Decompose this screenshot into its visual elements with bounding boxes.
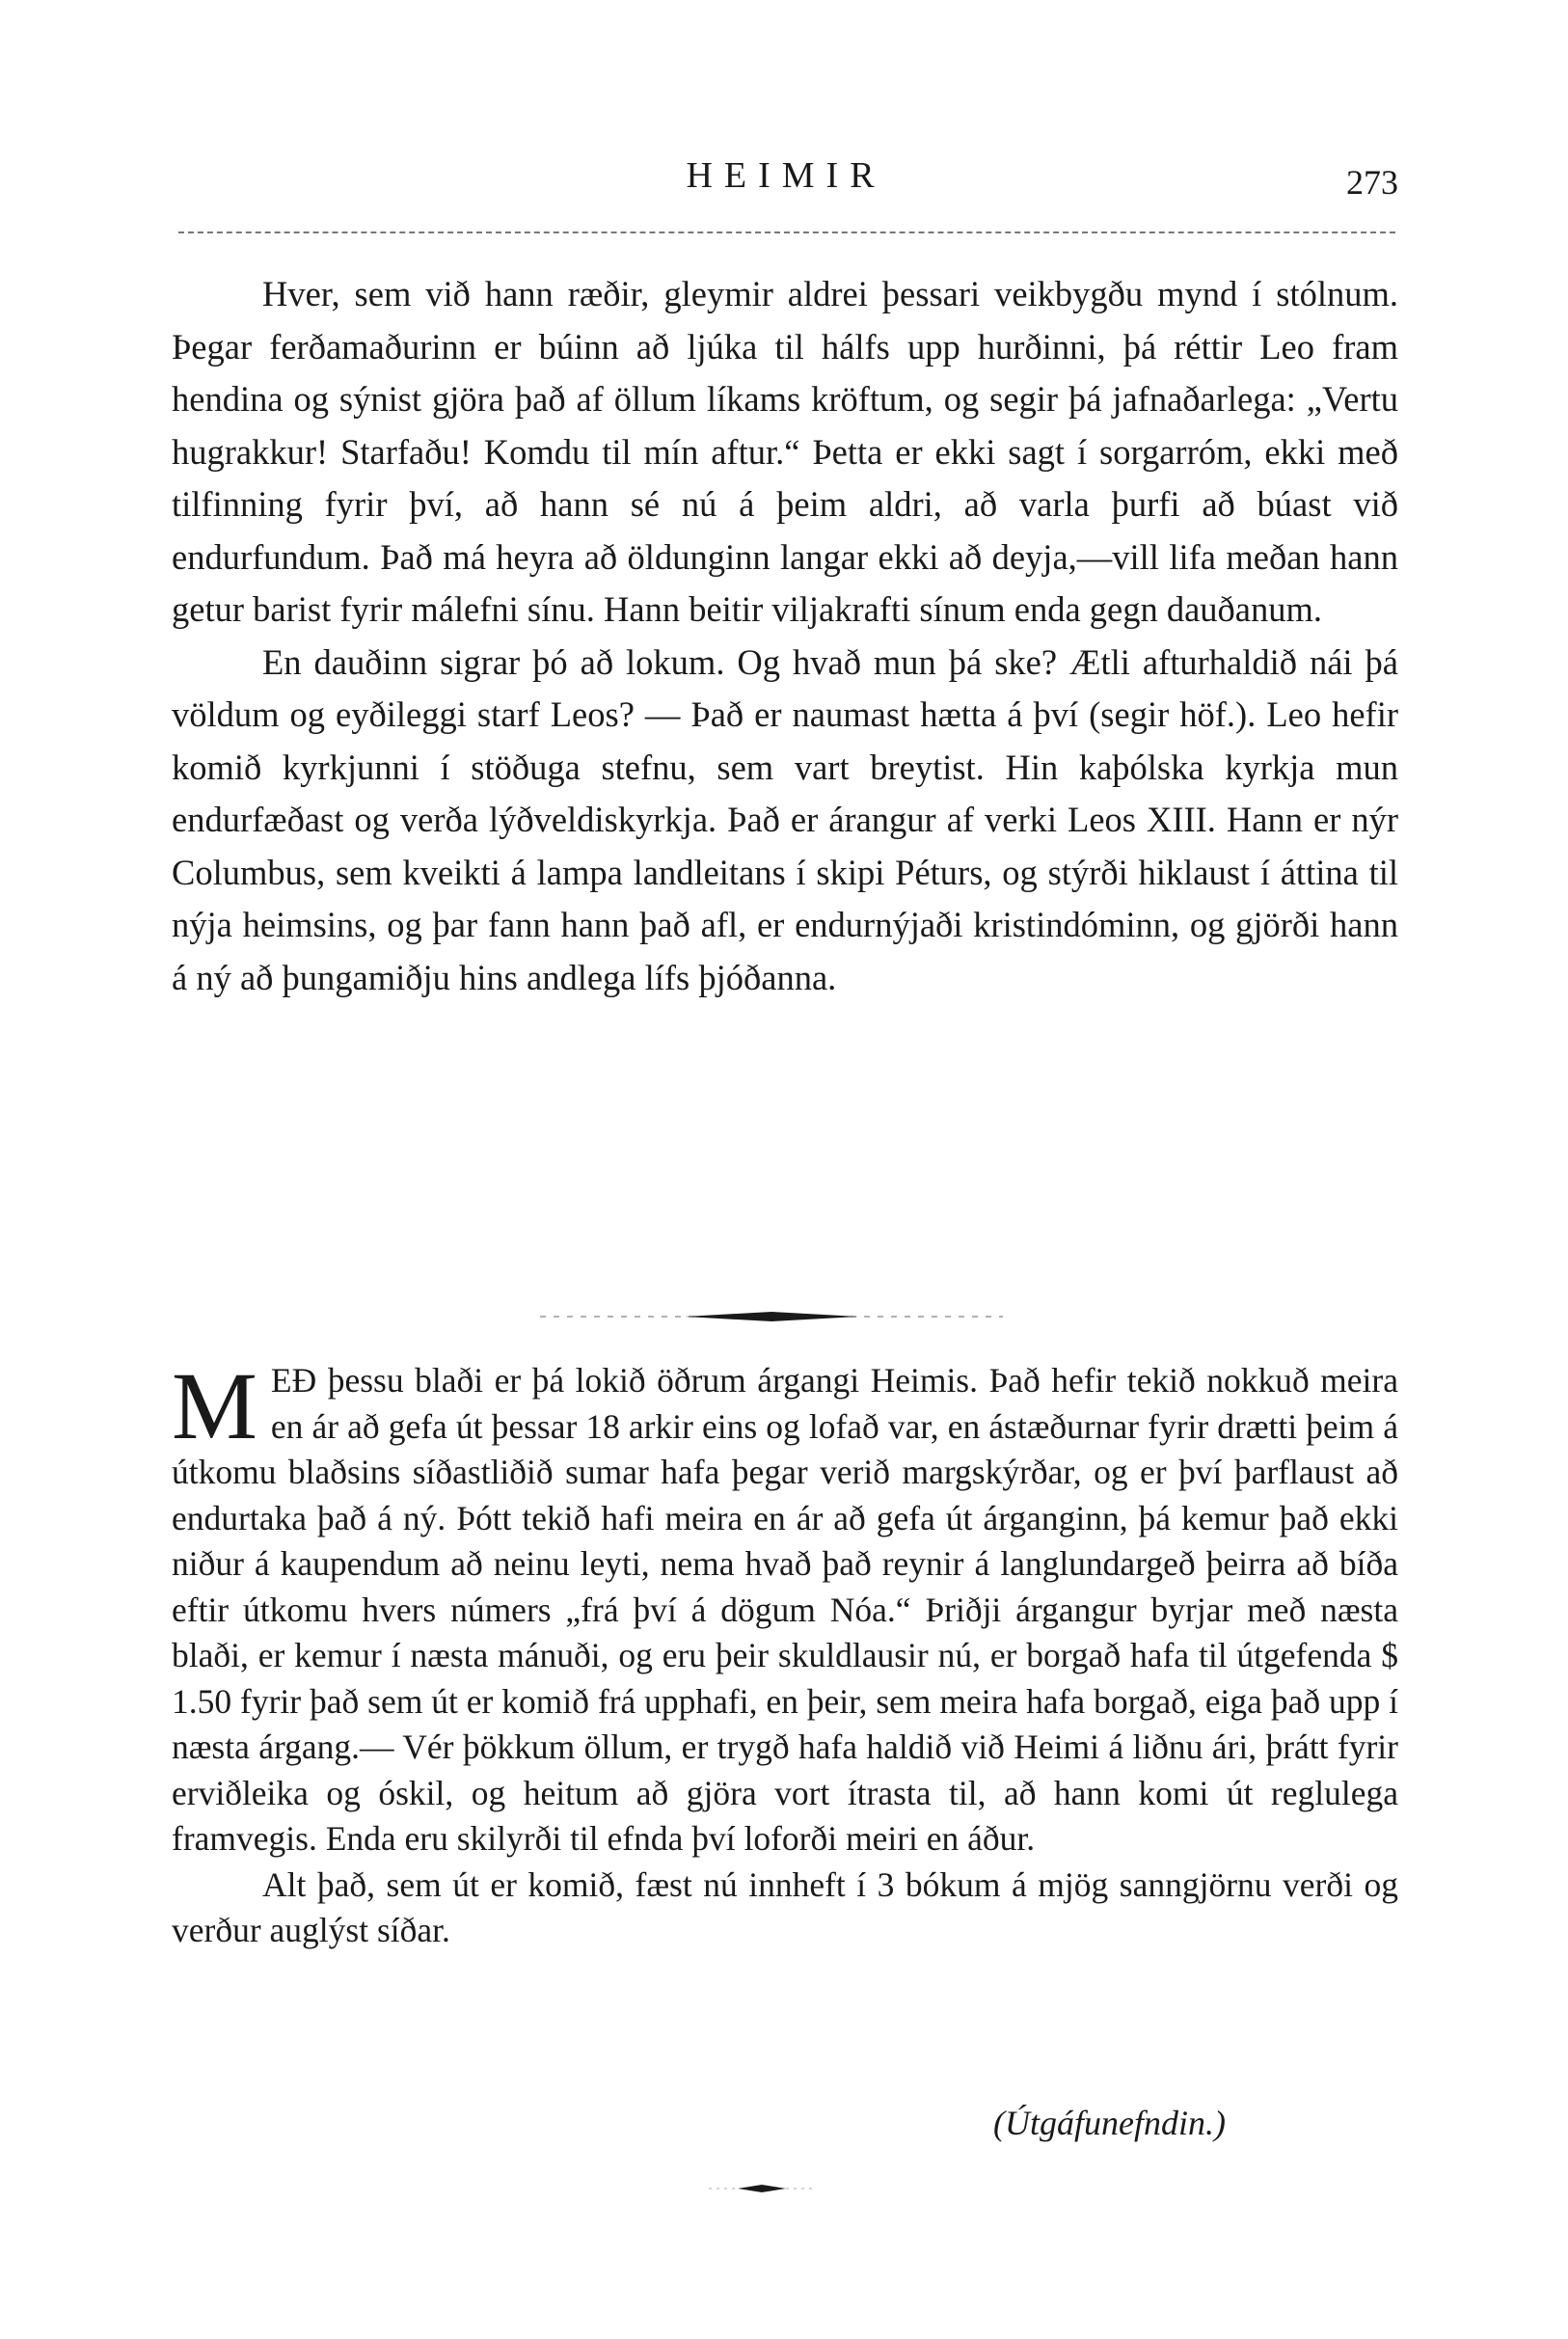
paragraph: En dauðinn sigrar þó að lokum. Og hvað mun þá ske? Ætli afturhaldið nái þá völdum og eyðileggi starf Leos? — Það er naumast hætta á því (segir höf.). Leo hefir komið kyrkjunni í stöðuga stefnu, sem vart breytist. Hin kaþólska kyrkja mun endurfæðast og verða lýðveldiskyrkja. Það er árangur af verki Leos XIII. Hann er nýr Columbus, sem kveikti á lampa landleitans í skipi Péturs, og stýrði hiklaust í áttina til nýja heimsins, og þar fann hann það afl, er endurnýjaði kristindóminn, og gjörði hann á ný að þungamiðju hins andlega lífs þjóðanna. — [172, 641, 1398, 997]
drop-cap: M — [172, 1352, 257, 1459]
page-title: HEIMIR — [686, 155, 886, 196]
section-divider — [540, 1310, 1003, 1323]
header-rule — [178, 231, 1395, 233]
editorial-notice — [172, 1352, 1398, 1954]
notice-paragraph-2: Alt það, sem út er komið, fæst nú innheft í 3 bókum á mjög sanngjörnu verði og verður auglýst síðar. — [172, 1864, 1398, 1949]
article-continuation — [172, 268, 1398, 1004]
end-ornament — [709, 2184, 815, 2193]
paragraph: Hver, sem við hann ræðir, gleymir aldrei þessari veikbygðu mynd í stólnum. Þegar ferðamaðurinn er búinn að ljúka til hálfs upp hurðinni, þá réttir Leo fram hendina og sýnist gjöra það af öllum líkams kröftum, og segir þá jafnaðarlega: „Vertu hugrakkur! Starfaðu! Komdu til mín aftur.“ Þetta er ekki sagt í sorgarróm, ekki með tilfinning fyrir því, að hann sé nú á þeim aldri, að varla þurfi að búast við endurfundum. Það má heyra að öldunginn langar ekki að deyja,—vill lifa meðan hann getur barist fyrir málefni sínu. Hann beitir viljakrafti sínum enda gegn dauðanum. — [172, 274, 1398, 629]
caps-lead: EÐ — [270, 1361, 317, 1400]
running-head — [174, 154, 1398, 222]
signature: (Útgáfunefndin.) — [993, 2104, 1226, 2142]
page-number: 273 — [1346, 163, 1398, 202]
notice-text: þessu blaði er þá lokið öðrum árgangi Heimis. Það hefir tekið nokkuð meira en ár að gefa út þessar 18 arkir eins og lofað var, en ástæðurnar fyrir drætti þeim á útkomu blaðsins síðastliðið sumar hafa þegar verið margskýrðar, og er því þarflaust að endurtaka það á ný. Þótt tekið hafi meira en ár að gefa út árganginn, þá kemur það ekki niður á kaupendum að neinu leyti, nema hvað það reynir á langlundargeð þeirra að bíða eftir útkomu hvers númers „frá því á dögum Nóa.“ Þriðji árgangur byrjar með næsta blaði, er kemur í næsta mánuði, og eru þeir skuldlausir nú, er borgað hafa til útgefenda $ 1.50 fyrir það sem út er komið frá upphafi, en þeir, sem meira hafa borgað, eiga það upp í næsta árgang.— Vér þökkum öllum, er trygð hafa haldið við Heimi á liðnu ári, þrátt fyrir erviðleika og óskil, og heitum að gjöra vort ítrasta til, að hann komi út reglulega framvegis. Enda eru skilyrði til efnda því loforði meiri en áður. — [172, 1361, 1398, 1858]
notice-paragraph — [172, 1352, 1398, 1863]
